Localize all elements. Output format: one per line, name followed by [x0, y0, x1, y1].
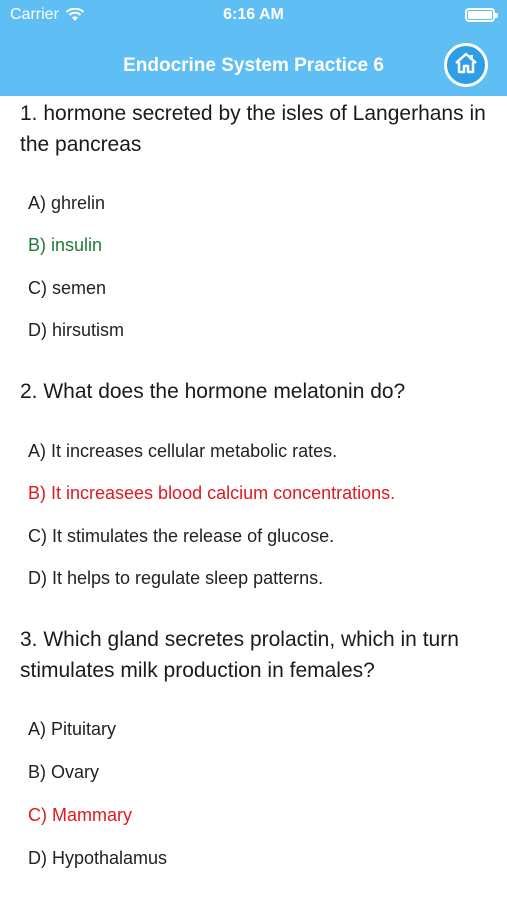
carrier-label: Carrier — [10, 6, 59, 23]
question-2-option-c[interactable]: C) It stimulates the release of glucose. — [28, 526, 335, 546]
question-2-option-a[interactable]: A) It increases cellular metabolic rates. — [28, 441, 338, 461]
question-1: 1. hormone secreted by the isles of Langerhans in the pancreas — [20, 102, 486, 156]
status-bar — [0, 0, 507, 30]
clock: 6:16 AM — [223, 6, 284, 23]
question-1-option-c[interactable]: C) semen — [28, 278, 107, 298]
question-3-option-a[interactable]: A) Pituitary — [28, 719, 117, 739]
question-3: 3. Which gland secretes prolactin, which in turn stimulates milk production in females? — [20, 628, 459, 682]
question-2-option-b[interactable]: B) It increasees blood calcium concentrations. — [28, 483, 396, 503]
question-2: 2. What does the hormone melatonin do? — [20, 380, 406, 403]
question-1-option-a[interactable]: A) ghrelin — [28, 193, 106, 213]
home-button[interactable] — [444, 43, 488, 87]
header-bar — [0, 0, 507, 96]
battery-icon — [465, 8, 495, 22]
question-3-option-d[interactable]: D) Hypothalamus — [28, 848, 168, 868]
page-title: Endocrine System Practice 6 — [123, 55, 384, 76]
question-3-option-c[interactable]: C) Mammary — [28, 805, 132, 825]
question-1-option-d[interactable]: D) hirsutism — [28, 320, 125, 340]
home-icon — [453, 50, 479, 81]
question-2-option-d[interactable]: D) It helps to regulate sleep patterns. — [28, 568, 324, 588]
battery-level — [468, 11, 492, 19]
question-1-option-b[interactable]: B) insulin — [28, 235, 103, 255]
question-3-option-b[interactable]: B) Ovary — [28, 762, 100, 782]
